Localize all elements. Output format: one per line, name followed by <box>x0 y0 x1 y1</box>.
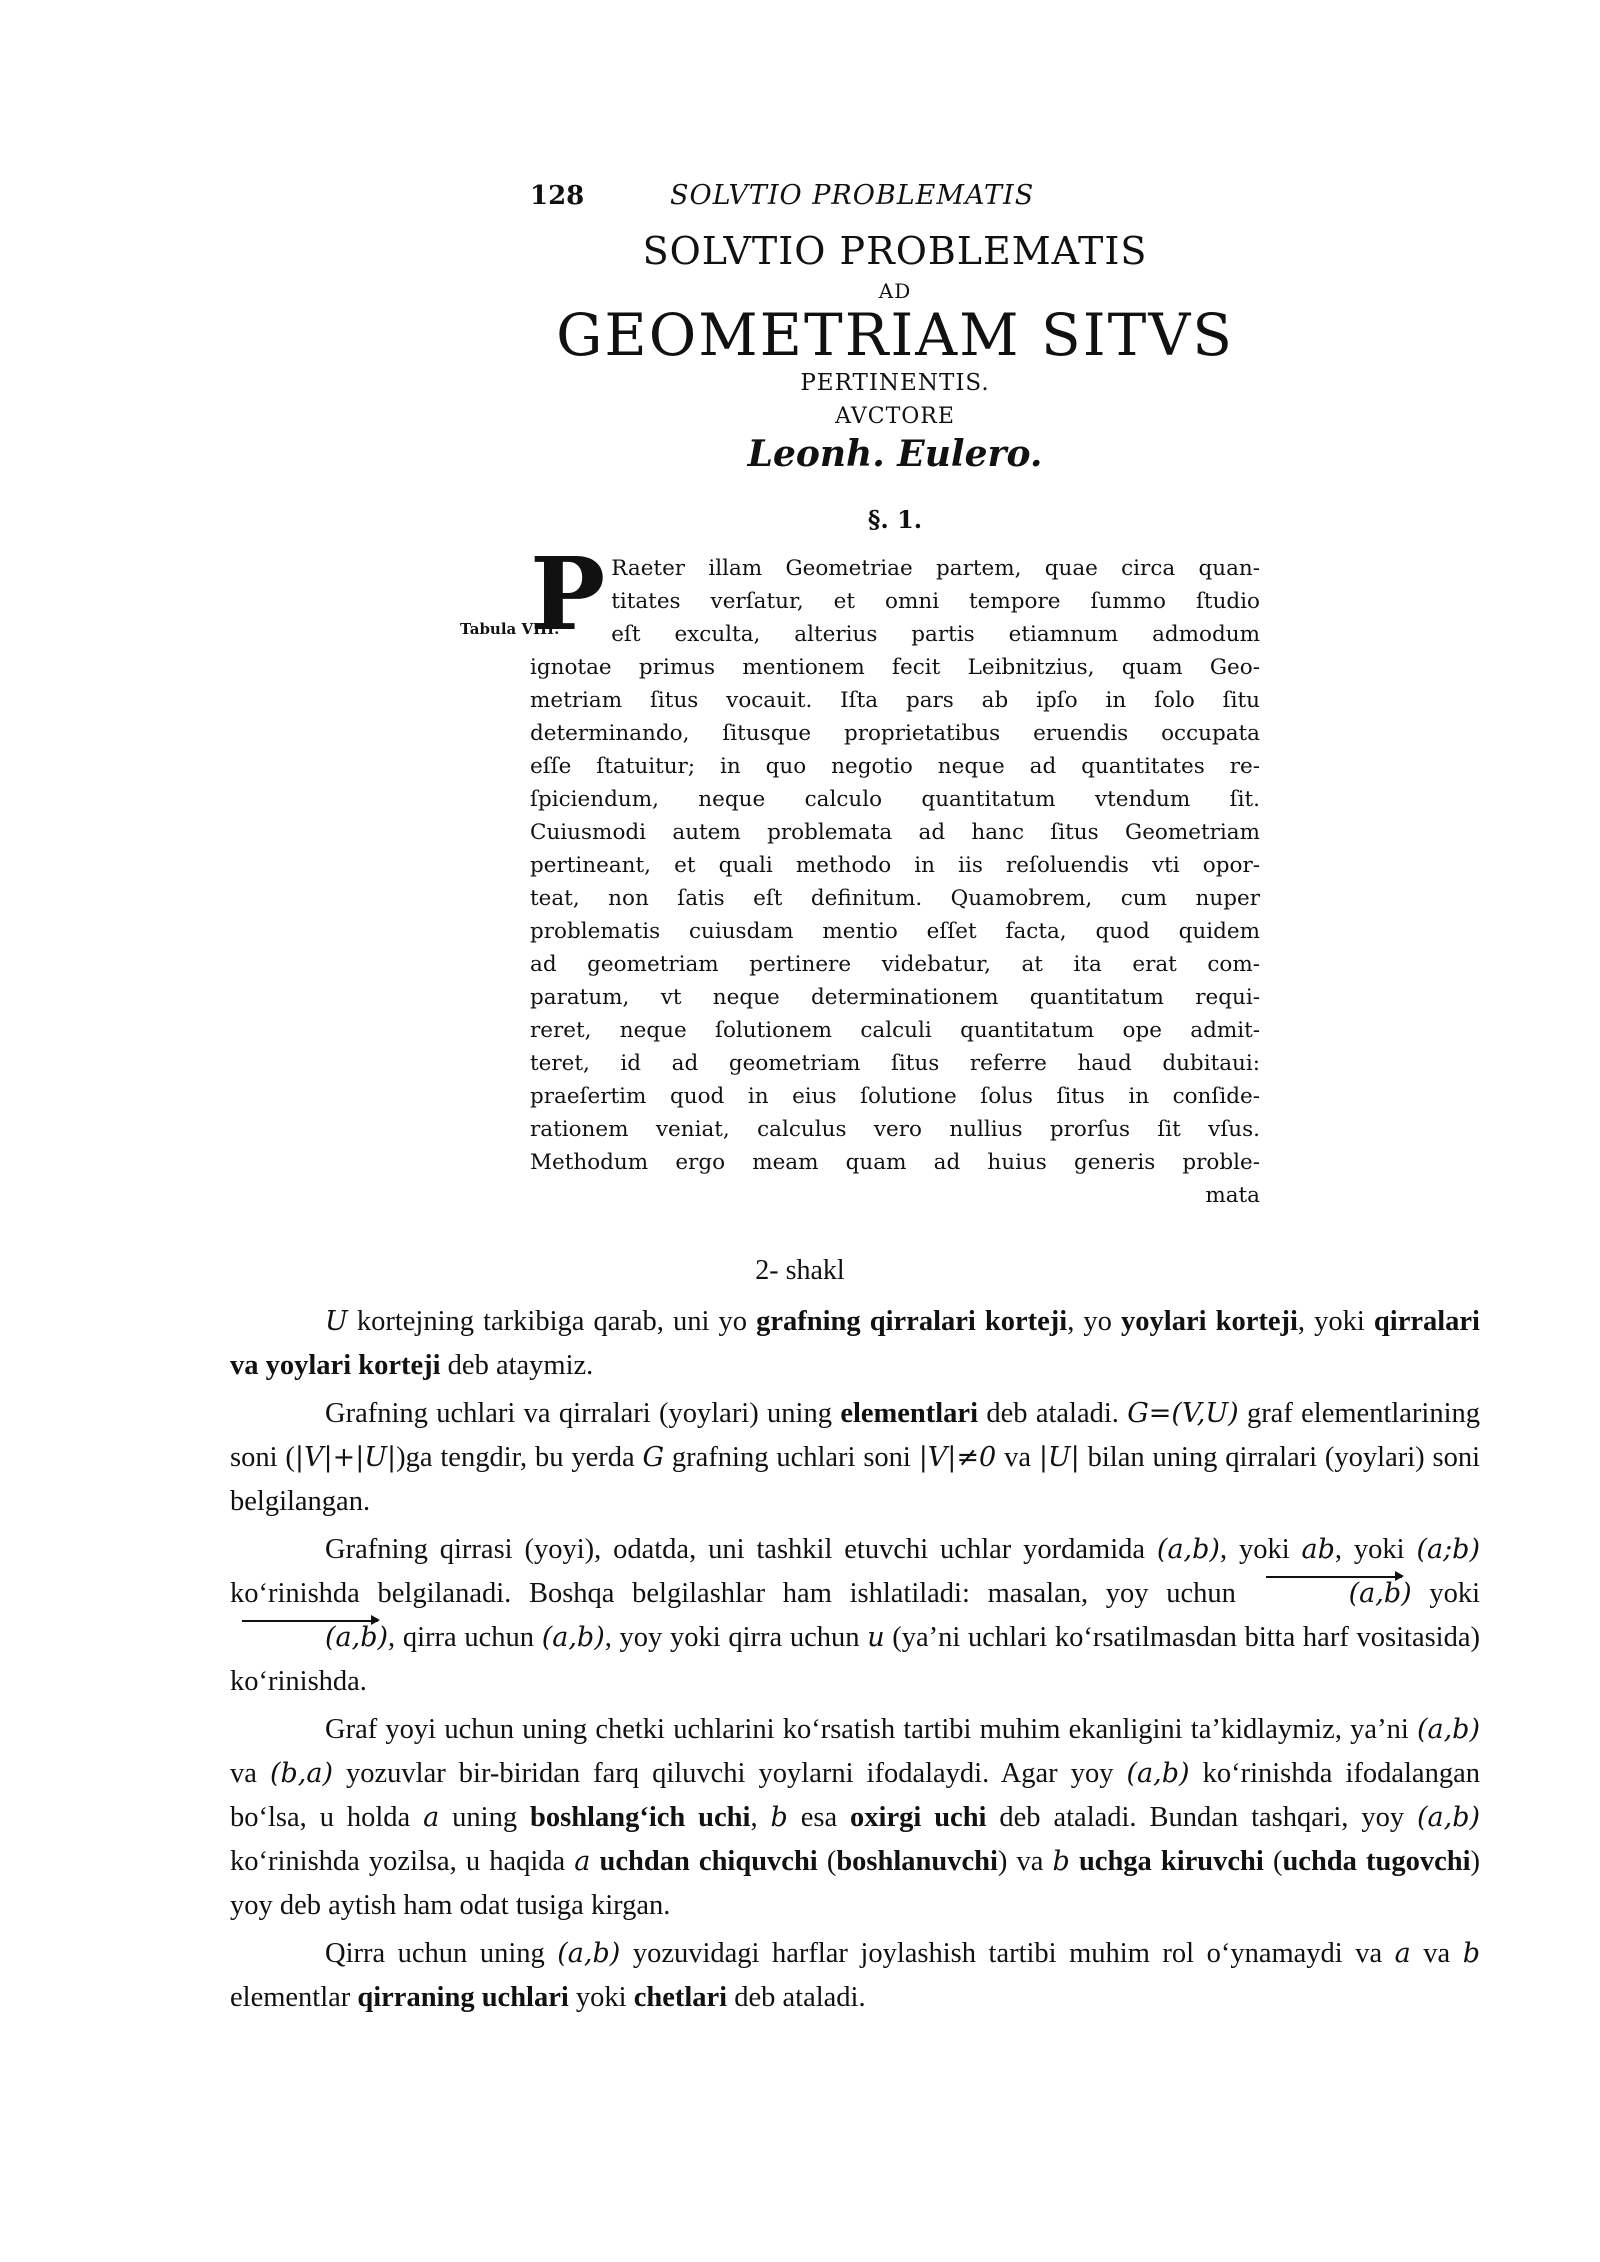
latin-line: problematis cuiusdam mentio eſſet facta, quod quidem <box>530 918 1260 944</box>
math: (b,a) <box>269 1758 333 1789</box>
latin-line: ad geometriam pertinere videbatur, at ita erat com- <box>530 951 1260 977</box>
text: ) yoy deb aytish ham odat tusiga kirgan. <box>230 1846 1481 1921</box>
text: )ga tengdir, bu yerda <box>396 1442 643 1473</box>
math: (a,b) <box>541 1622 605 1653</box>
latin-line: reret, neque ſolutionem calculi quantitatum ope admit- <box>530 1017 1260 1043</box>
text: va <box>996 1442 1039 1473</box>
math: G <box>642 1442 665 1473</box>
paragraph-5 <box>230 1932 1480 2020</box>
latin-line: eſt exculta, alterius partis etiamnum admodum <box>611 621 1260 647</box>
title-line-1: SOLVTIO PROBLEMATIS <box>642 229 1148 273</box>
text: ( <box>817 1846 837 1877</box>
math: (a,b) <box>1416 1714 1480 1745</box>
title-line-5: AVCTORE <box>835 403 955 429</box>
math: (a,b) <box>1417 1802 1481 1833</box>
paragraph-1 <box>230 1300 1480 1388</box>
term: grafning qirralari korteji <box>756 1306 1068 1337</box>
paragraph-3 <box>230 1528 1480 1704</box>
text: ko‘rinishda yozilsa, u haqida <box>230 1846 575 1877</box>
text: (ya’ni uchlari ko‘rsatilmasdan bitta harf vositasida) ko‘rinishda. <box>230 1622 1480 1697</box>
latin-line: paratum, vt neque determinationem quantitatum requi- <box>530 984 1260 1010</box>
latin-line: praeſertim quod in eius ſolutione ſolus ſitus in conſide- <box>530 1083 1260 1109</box>
text: yozuvlar bir-biridan farq qiluvchi yoylarni ifodalaydi. Agar yoy <box>332 1758 1127 1789</box>
drop-cap: P <box>530 534 606 653</box>
text: yozuvidagi harflar joylashish tartibi muhim rol o‘ynamaydi va <box>620 1938 1395 1969</box>
latin-line: determinando, ſitusque proprietatibus eruendis occupata <box>530 720 1260 746</box>
latin-line: teret, id ad geometriam ſitus referre haud dubitaui: <box>530 1050 1260 1076</box>
latin-line: ignotae primus mentionem fecit Leibnitzius, quam Geo- <box>530 654 1260 680</box>
title-line-2: AD <box>878 279 912 303</box>
running-head <box>530 180 1260 211</box>
text: , yoki <box>1219 1534 1302 1565</box>
latin-body <box>530 534 1260 1212</box>
title-line-4: PERTINENTIS. <box>800 369 990 396</box>
math: u <box>867 1622 885 1653</box>
text: kortejning tarkibiga qarab, uni yo <box>347 1306 757 1337</box>
text: deb ataladi. <box>727 1982 866 2013</box>
section-number: §. 1. <box>867 504 923 534</box>
math: a <box>1394 1938 1411 1969</box>
text: ko‘rinishda belgilanadi. Boshqa belgilashlar ham ishlatiladi: masalan, yoy uchun <box>230 1578 1254 1609</box>
math: b <box>1462 1938 1481 1969</box>
math: b <box>770 1802 788 1833</box>
text: ) va <box>997 1846 1053 1877</box>
math: (a;b) <box>1416 1534 1480 1565</box>
text: elementlar <box>230 1982 358 2013</box>
math: (a,b) <box>557 1938 621 1969</box>
text: bilan uning qirralari (yoylari) soni belgilangan. <box>230 1442 1480 1517</box>
math: |V|≠0 <box>918 1442 997 1473</box>
math: ab <box>1301 1534 1335 1565</box>
latin-line: teat, non ſatis eſt definitum. Quamobrem, cum nuper <box>530 885 1260 911</box>
text: uning <box>439 1802 531 1833</box>
margin-note: Tabula VIII. <box>460 620 560 638</box>
scanned-page-figure <box>460 180 1260 1250</box>
text: , yoki <box>1334 1534 1417 1565</box>
math: |U| <box>1038 1442 1080 1473</box>
catchword: mata <box>1205 1182 1260 1208</box>
math: G=(V,U) <box>1127 1398 1239 1429</box>
running-title: SOLVTIO PROBLEMATIS <box>670 180 1035 211</box>
text: deb ataymiz. <box>440 1350 594 1381</box>
text <box>1070 1846 1079 1877</box>
term: oxirgi uchi <box>850 1802 987 1833</box>
latin-line: rationem veniat, calculus vero nullius prorſus ſit vſus. <box>530 1116 1260 1142</box>
text: va <box>230 1758 270 1789</box>
math-arrow-notation: (a,b) <box>230 1616 388 1660</box>
text: deb ataladi. Bundan tashqari, yoy <box>986 1802 1418 1833</box>
math-arrow-notation: (a,b) <box>1254 1572 1412 1616</box>
text: grafning uchlari soni <box>664 1442 919 1473</box>
text: , yoki <box>1297 1306 1374 1337</box>
text: ( <box>1263 1846 1283 1877</box>
text: , yo <box>1067 1306 1122 1337</box>
math: a <box>423 1802 440 1833</box>
latin-line: ſpiciendum, neque calculo quantitatum vtendum ſit. <box>530 786 1260 812</box>
page-number: 128 <box>530 181 585 211</box>
term: boshlanuvchi <box>836 1846 998 1877</box>
latin-line: eſſe ſtatuitur; in quo negotio neque ad quantitates re- <box>530 753 1260 779</box>
term: elementlari <box>840 1398 978 1429</box>
text <box>590 1846 599 1877</box>
math: (a,b) <box>1156 1534 1220 1565</box>
text: yoki <box>1411 1578 1481 1609</box>
paragraph-2 <box>230 1392 1480 1524</box>
text: va <box>1410 1938 1463 1969</box>
term: qirralari va yoylari korteji <box>230 1306 1480 1381</box>
text: , qirra uchun <box>388 1622 542 1653</box>
text: esa <box>787 1802 851 1833</box>
author-name: Leonh. Eulero. <box>747 432 1043 475</box>
math: U <box>325 1306 348 1337</box>
latin-line: metriam ſitus vocauit. Iſta pars ab ipſo in ſolo ſitu <box>530 687 1260 713</box>
text: ko‘rinishda ifodalangan bo‘lsa, u holda <box>230 1758 1480 1833</box>
paragraph-4 <box>230 1708 1480 1928</box>
math: (a,b) <box>1126 1758 1190 1789</box>
text: , <box>750 1802 771 1833</box>
term: yoylari korteji <box>1121 1306 1298 1337</box>
latin-line: Methodum ergo meam quam ad huius generis proble- <box>530 1149 1260 1175</box>
text: graf elementlarining soni ( <box>230 1398 1481 1473</box>
term: uchdan chiquvchi <box>599 1846 818 1877</box>
term: qirraning uchlari <box>357 1982 569 2013</box>
text: Grafning qirrasi (yoyi), odatda, uni tashkil etuvchi uchlar yordamida <box>325 1534 1157 1565</box>
math: a <box>574 1846 591 1877</box>
text: , yoy yoki qirra uchun <box>604 1622 868 1653</box>
latin-line: titates verſatur, et omni tempore ſummo ſtudio <box>611 588 1260 614</box>
latin-line: Raeter illam Geometriae partem, quae circa quan- <box>611 555 1260 581</box>
text: yoki <box>568 1982 634 2013</box>
main-text <box>230 1300 1480 2024</box>
math: |V|+|U| <box>294 1442 397 1473</box>
term: boshlang‘ich uchi <box>530 1802 751 1833</box>
math: b <box>1052 1846 1070 1877</box>
term: uchda tugovchi <box>1282 1846 1471 1877</box>
latin-line: pertineant, et quali methodo in iis reſoluendis vti opor- <box>530 852 1260 878</box>
text: Grafning uchlari va qirralari (yoylari) uning <box>325 1398 841 1429</box>
term: uchga kiruvchi <box>1078 1846 1264 1877</box>
text: Graf yoyi uchun uning chetki uchlarini ko‘rsatish tartibi muhim ekanligini ta’kidlaymiz, ya’ni <box>325 1714 1417 1745</box>
term: chetlari <box>633 1982 728 2013</box>
latin-line: Cuiusmodi autem problemata ad hanc ſitus Geometriam <box>530 819 1260 845</box>
figure-caption: 2- shakl <box>755 1255 845 1286</box>
title-line-3: GEOMETRIAM SITVS <box>556 301 1234 369</box>
text: Qirra uchun uning <box>325 1938 558 1969</box>
text: deb ataladi. <box>978 1398 1128 1429</box>
